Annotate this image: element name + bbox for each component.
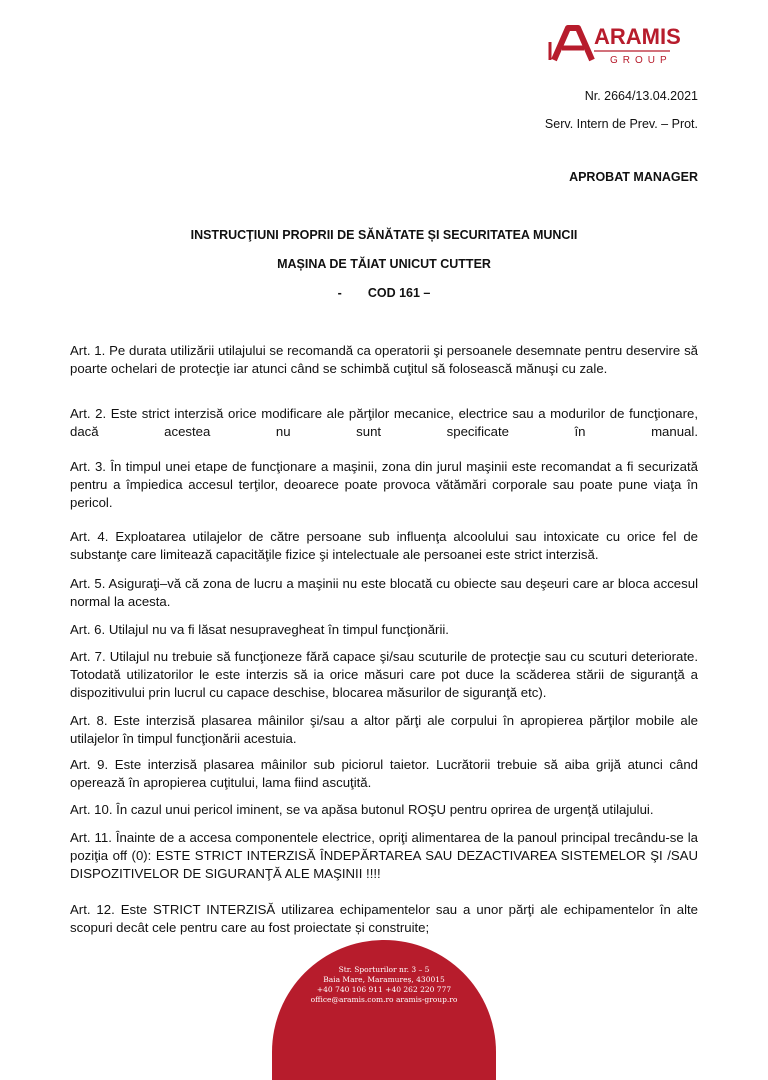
- article-11: Art. 11. Înainte de a accesa componentele electrice, opriţi alimentarea de la panoul principal trecându-se la poziţia off (0): ESTE STRICT INTERZISĂ ÎNDEPĂRTAREA SAU DEZACTIVAREA SISTEMELOR ŞI /SAU DISPOZITIVELOR DE SIGURANŢĂ ALE MAŞINII !!!!: [70, 830, 698, 881]
- article-10: Art. 10. În cazul unui pericol iminent, se va apăsa butonul ROŞU pentru oprirea de urgenţă utilajului.: [70, 802, 654, 817]
- code-line: [0, 286, 768, 300]
- code-label: COD 161 –: [367, 286, 431, 300]
- footer-emails: office@aramis.com.ro aramis-group.ro: [310, 995, 458, 1004]
- logo-subtext: GROUP: [610, 55, 672, 66]
- article-7: Art. 7. Utilajul nu trebuie să funcţioneze fără capace şi/sau scuturile de protecţie sau cu scuturi deteriorate. Totodată utilizatorilor le este interzis să ia orice măsuri care pot duce la scăderea stării de siguranţă a dispozitivului prin lucrul cu capace deschise, blocarea măsurilor de siguranţă etc).: [70, 649, 698, 700]
- department: Serv. Intern de Prev. – Prot.: [544, 117, 698, 131]
- code-dash: -: [337, 286, 342, 300]
- footer-contact-badge: [272, 940, 496, 1080]
- logo-text: ARAMIS: [594, 24, 681, 49]
- aramis-logo: [548, 20, 681, 66]
- article-9: Art. 9. Este interzisă plasarea mâinilor sub piciorul taietor. Lucrătorii trebuie să aiba grijă atunci când operează în apropierea cuţitului, lama fiind ascuţită.: [70, 757, 698, 790]
- footer-phones: +40 740 106 911 +40 262 220 777: [316, 985, 452, 994]
- machine-title: MAȘINA DE TĂIAT UNICUT CUTTER: [277, 257, 491, 271]
- document-number: Nr. 2664/13.04.2021: [584, 89, 698, 103]
- article-4: Art. 4. Exploatarea utilajelor de către persoane sub influenţa alcoolului sau intoxicate cu orice fel de substanţe care limitează capacităţile fizice şi intelectuale ale persoanei este strict interzisă.: [70, 529, 698, 562]
- approval-label: APROBAT MANAGER: [569, 170, 698, 184]
- footer-address-city: Baia Mare, Maramureș, 430015: [323, 975, 445, 984]
- article-5: Art. 5. Asiguraţi–vă că zona de lucru a maşinii nu este blocată cu obiecte sau deşeuri care ar bloca accesul normal la acesta.: [70, 576, 698, 609]
- footer-address-street: Str. Sporturilor nr. 3 – 5: [338, 965, 430, 974]
- article-8: Art. 8. Este interzisă plasarea mâinilor şi/sau a altor părţi ale corpului în apropierea părţilor mobile ale utilajelor în timpul funcţionării acestuia.: [70, 713, 698, 746]
- document-title: INSTRUCŢIUNI PROPRII DE SĂNĂTATE ȘI SECURITATEA MUNCII: [190, 228, 578, 242]
- article-2: Art. 2. Este strict interzisă orice modificare ale părţilor mecanice, electrice sau a modurilor de funcţionare, dacă acestea nu sunt specificate în manual.: [70, 406, 698, 439]
- article-1: Art. 1. Pe durata utilizării utilajului se recomandă ca operatorii şi persoanele desemnate pentru deservire să poarte ochelari de protecţie iar atunci când se schimbă cuţitul să folosească mănuşi cu zale.: [70, 343, 698, 376]
- article-6: Art. 6. Utilajul nu va fi lăsat nesupravegheat în timpul funcţionării.: [70, 622, 449, 637]
- article-3: Art. 3. În timpul unei etape de funcţionare a maşinii, zona din jurul maşinii este recomandat a fi securizată pentru a împiedica accesul terţilor, deoarece poate provoca vătămări corporale sau poate pune viaţa în pericol.: [70, 459, 698, 510]
- article-12: Art. 12. Este STRICT INTERZISĂ utilizarea echipamentelor sau a unor părţi ale echipamentelor în alte scopuri decât cele pentru care au fost proiectate și construite;: [70, 902, 698, 935]
